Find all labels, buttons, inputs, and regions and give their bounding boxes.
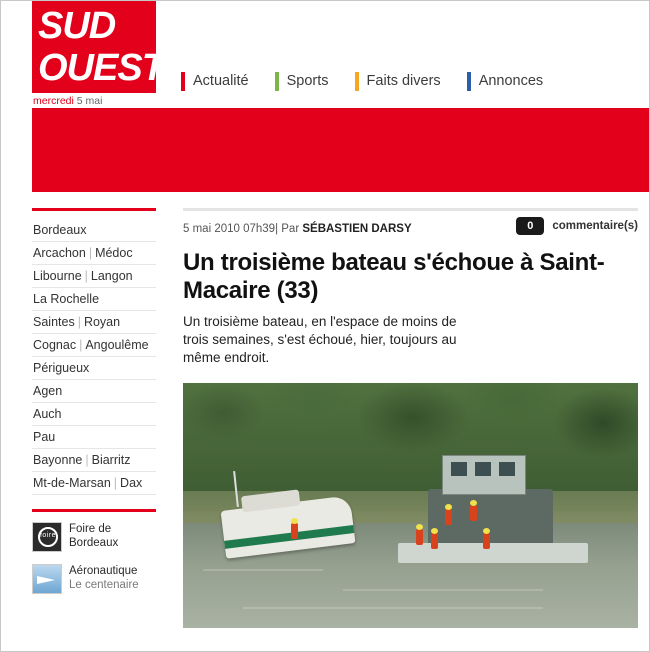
sidebar-promo-rule: [32, 509, 156, 512]
nav-label-actualite: Actualité: [193, 73, 249, 89]
sidebar-item-saintes-royan[interactable]: [32, 311, 156, 334]
article-byline-prefix: | Par: [275, 223, 303, 235]
promo-aero-subtitle: Le centenaire: [69, 579, 139, 591]
sidebar-label-dax[interactable]: Dax: [120, 476, 143, 490]
nav-accent-bar-annonces: [467, 72, 471, 91]
nav-accent-bar-faits-divers: [355, 72, 359, 91]
promo-aero-title: Aéronautique: [69, 565, 138, 577]
article-date: 5 mai 2010 07h39: [183, 223, 276, 235]
photo-rescuer-5-helmet: [483, 528, 490, 534]
photo-rescuer-2: [431, 533, 438, 549]
airplane-icon: [32, 564, 62, 594]
sidebar-label-agen: Agen: [33, 384, 63, 398]
nav-item-faits-divers[interactable]: [355, 72, 441, 91]
sud-ouest-logo[interactable]: [32, 1, 164, 93]
sidebar-separator-4: |: [79, 338, 83, 352]
article-main: [183, 208, 649, 628]
sidebar-label-royan[interactable]: Royan: [83, 315, 121, 329]
nav-label-sports: Sports: [286, 73, 329, 89]
sidebar-label-auch: Auch: [33, 407, 62, 421]
photo-white-boat-stripe: [224, 525, 354, 549]
article-meta: [183, 211, 649, 247]
sidebar-label-la-rochelle: La Rochelle: [33, 292, 100, 306]
logo-line-sud: SUD: [38, 5, 116, 47]
header-date: [33, 95, 102, 107]
sidebar-label-langon[interactable]: Langon: [90, 269, 133, 283]
promo-aero-text: [69, 564, 139, 592]
nav-label-annonces: Annonces: [478, 73, 544, 89]
photo-tug-window-3: [499, 462, 515, 476]
sidebar-label-angouleme[interactable]: Angoulême: [85, 338, 149, 352]
foire-logo-icon: [32, 522, 62, 552]
sidebar-label-perigueux: Périgueux: [33, 361, 90, 375]
promo-foire-title: Foire de: [69, 523, 112, 535]
header-date-rest: 5 mai: [73, 95, 103, 107]
page-bottom-strip: [1, 642, 649, 651]
photo-ripple-1: [203, 569, 323, 571]
header-date-day: mercredi: [33, 95, 74, 107]
photo-rescuer-1: [416, 529, 423, 545]
nav-accent-bar-sports: [275, 72, 279, 91]
photo-rescuer-2-helmet: [431, 528, 438, 534]
banner-ad[interactable]: [32, 108, 649, 192]
sidebar-item-auch[interactable]: [32, 403, 156, 426]
photo-tug-window-2: [475, 462, 491, 476]
article-author: SÉBASTIEN DARSY: [302, 223, 412, 235]
sidebar-label-saintes: Saintes: [33, 315, 75, 329]
foire-thumb-text: foire: [39, 532, 57, 539]
sidebar-label-bordeaux: Bordeaux: [33, 223, 87, 237]
sidebar-item-perigueux[interactable]: [32, 357, 156, 380]
article-standfirst: Un troisième bateau, en l'espace de moins de trois semaines, s'est échoué, hier, toujours au même endroit.: [183, 314, 457, 365]
photo-ripple-2: [343, 589, 543, 591]
nav-item-actualite[interactable]: [181, 72, 249, 91]
sidebar-label-cognac: Cognac: [33, 338, 77, 352]
promo-foire-text: [69, 522, 118, 550]
sidebar-item-la-rochelle[interactable]: [32, 288, 156, 311]
sidebar-separator-3: |: [77, 315, 81, 329]
site-header: [1, 1, 649, 108]
sidebar-label-bayonne: Bayonne: [33, 453, 83, 467]
photo-bottom-fade: [183, 598, 638, 628]
comment-label: commentaire(s): [552, 220, 638, 232]
page-title: Un troisième bateau s'échoue à Saint-Macaire (33): [183, 249, 605, 304]
sidebar-separator-2: |: [84, 269, 88, 283]
sidebar-separator-6: |: [113, 476, 118, 490]
photo-barge: [398, 543, 588, 563]
sidebar-label-mt-de-marsan: Mt-de-Marsan: [33, 476, 111, 490]
promo-foire-subtitle: Bordeaux: [69, 537, 119, 549]
photo-rescuer-6: [291, 523, 298, 539]
sidebar-item-mt-de-marsan-dax[interactable]: [32, 472, 156, 495]
promo-foire-de-bordeaux[interactable]: [32, 522, 156, 552]
sidebar-item-arcachon-medoc[interactable]: [32, 242, 156, 265]
sidebar-label-biarritz[interactable]: Biarritz: [91, 453, 131, 467]
sidebar: [32, 208, 156, 606]
sidebar-top-rule: [32, 208, 156, 211]
main-navigation: [181, 69, 569, 93]
sidebar-separator-5: |: [85, 453, 89, 467]
photo-tug-window-1: [451, 462, 467, 476]
nav-item-annonces[interactable]: [467, 72, 544, 91]
logo-line-ouest: OUEST: [38, 47, 164, 89]
sidebar-label-medoc[interactable]: Médoc: [95, 246, 133, 260]
comment-indicator[interactable]: [516, 217, 638, 235]
photo-rescuer-4-helmet: [470, 500, 477, 506]
sidebar-city-list: [32, 219, 156, 495]
nav-accent-bar-actualite: [181, 72, 185, 91]
photo-rescuer-4: [470, 505, 477, 521]
comment-count-badge: 0: [516, 217, 544, 235]
photo-rescuer-5: [483, 533, 490, 549]
promo-aeronautique[interactable]: [32, 564, 156, 594]
sidebar-item-agen[interactable]: [32, 380, 156, 403]
photo-rescuer-3: [445, 509, 452, 525]
sidebar-separator-1: |: [88, 246, 93, 260]
sidebar-label-libourne: Libourne: [33, 269, 82, 283]
photo-rescuer-1-helmet: [416, 524, 423, 530]
photo-rescuer-6-helmet: [291, 518, 298, 524]
sidebar-promos: [32, 509, 156, 594]
nav-label-faits-divers: Faits divers: [366, 73, 441, 89]
sidebar-item-bordeaux[interactable]: [32, 219, 156, 242]
sidebar-label-pau: Pau: [33, 430, 56, 444]
sidebar-label-arcachon: Arcachon: [33, 246, 86, 260]
sidebar-item-bayonne-biarritz[interactable]: [32, 449, 156, 472]
airplane-shape: [37, 576, 55, 584]
nav-item-sports[interactable]: [275, 72, 329, 91]
sidebar-item-pau[interactable]: [32, 426, 156, 449]
sidebar-item-cognac-angouleme[interactable]: [32, 334, 156, 357]
photo-rescuer-3-helmet: [445, 504, 452, 510]
photo-tug-wheelhouse: [442, 455, 526, 495]
article-photo: [183, 383, 638, 628]
sidebar-item-libourne-langon[interactable]: [32, 265, 156, 288]
